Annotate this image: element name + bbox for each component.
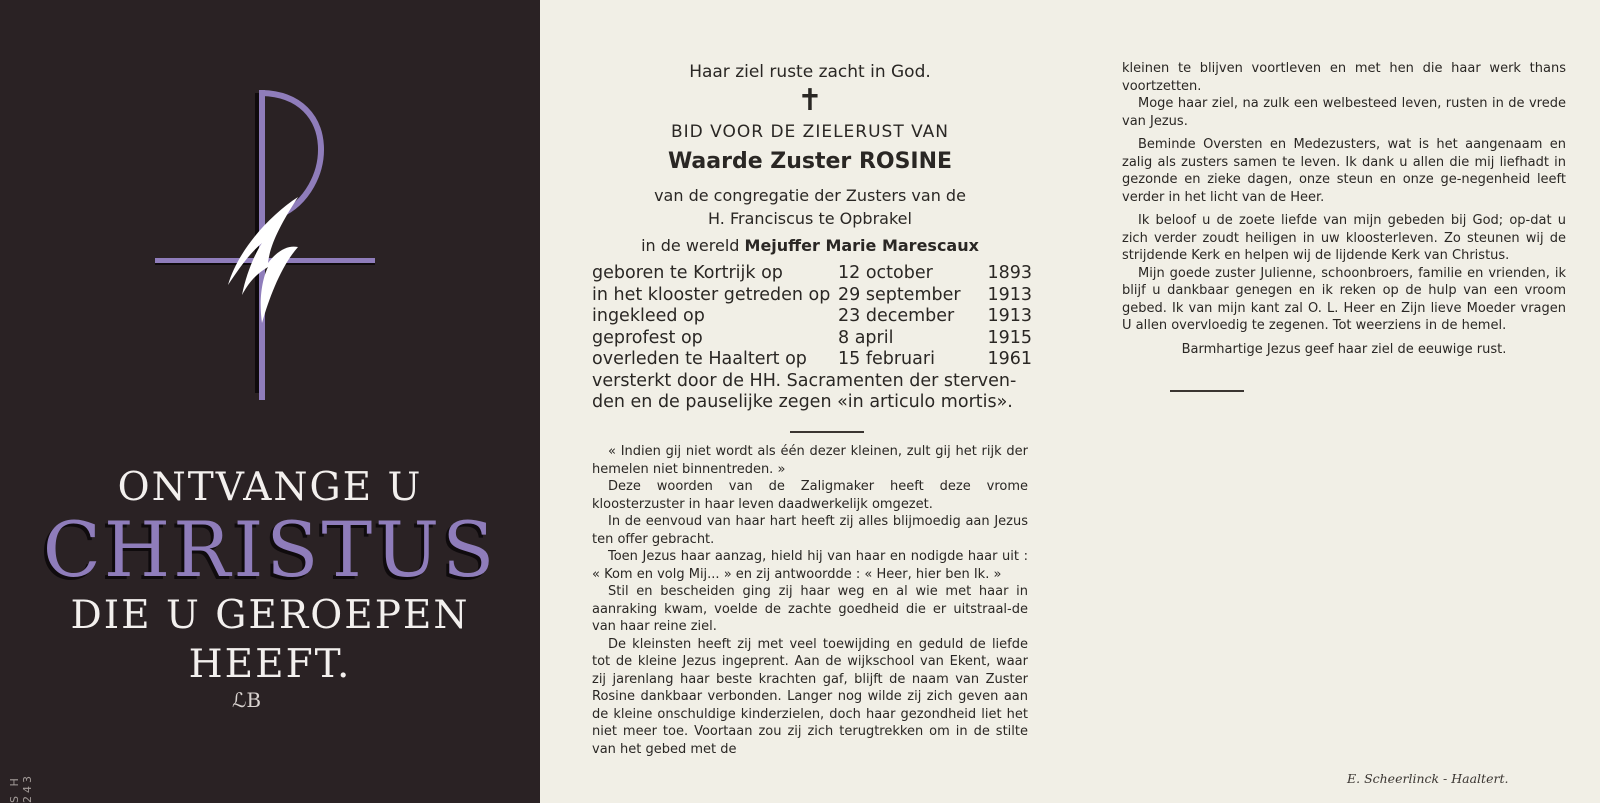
date-label: in het klooster getreden op [592,284,831,305]
congregation-line-1: van de congregatie der Zusters van de [654,186,966,205]
farewell-paragraph: Ik beloof u de zoete liefde van mijn gebeden bij God; op-dat u zich verder zoudt heiligen in uw kloosterleven. Zo steunen wij de strijdende Kerk en helpen wij de lijdende Kerk van Christus. [1122,213,1566,263]
date-row [592,349,1032,371]
cover-code: S H 243 [8,773,34,803]
worldly-name-prefix: in de wereld [641,236,740,255]
date-day: 23 december [838,306,955,326]
date-row [592,306,1032,328]
memorial-middle-panel [540,0,1080,803]
chi-rho-cross-icon [150,85,390,415]
date-year: 1913 [987,306,1032,326]
cover-line-2: CHRISTUS [42,505,498,594]
farewell-paragraph: Mijn goede zuster Julienne, schoonbroers, familie en vrienden, ik blijf u dankbaar genegen en ik reken op de hulp van een vroom gebed. Ik van mijn kant zal O. L. Heer en Zijn lieve Moeder vragen U allen overvloedig te zegenen. Tot weerziens in de hemel. [1122,265,1566,333]
date-day: 12 october [838,263,933,283]
date-label: geprofest op [592,327,703,348]
sacraments-line-2: den en de pauselijke zegen «in articulo mortis». [592,392,1013,412]
date-day: 8 april [838,327,894,348]
date-year: 1893 [987,263,1032,283]
date-day: 15 februari [838,349,935,369]
date-row [592,285,1032,307]
date-row [592,328,1032,350]
motto: Haar ziel ruste zacht in God. [689,62,931,82]
eulogy-paragraph: Stil en bescheiden ging zij haar weg en al wie met haar in aanraking kwam, voelde de zachte goedheid die er uitstraal-de van haar reine ziel. [592,584,1028,634]
printer-credit: E. Scheerlinck - Haaltert. [1347,771,1509,786]
prayer-heading: BID VOOR DE ZIELERUST VAN [670,122,950,142]
date-day: 29 september [838,284,961,305]
eulogy-text [592,443,1028,758]
cover-line-3: DIE U GEROEPEN [70,593,470,638]
date-label: overleden te Haaltert op [592,349,807,369]
memorial-right-panel [1080,0,1600,803]
farewell-paragraph: Beminde Oversten en Medezusters, wat is het aangenaam en zalig als zusters samen te leven. Ik dank u allen die mij liefhadt in gezonde en zieke dagen, onze steun en onze ge-negenheid leeft verder in het licht van de Heer. [1122,137,1566,205]
closing-prayer: Barmhartige Jezus geef haar ziel de eeuwige rust. [1181,341,1507,357]
farewell-paragraph: kleinen te blijven voortleven en met hen die haar werk thans voortzetten. [1122,61,1566,94]
eulogy-paragraph: Deze woorden van de Zaligmaker heeft deze vrome kloosterzuster in haar leven daadwerkelijk omgezet. [592,479,1028,512]
worldly-name: Mejuffer Marie Marescaux [744,236,979,255]
divider [1170,390,1244,392]
date-year: 1913 [987,284,1032,305]
cover-line-4: HEEFT. [188,642,352,687]
eulogy-paragraph: In de eenvoud van haar hart heeft zij alles blijmoedig aan Jezus ten offer gebracht. [592,514,1028,547]
worldly-name-line [540,236,1080,255]
farewell-paragraph: Moge haar ziel, na zulk een welbesteed leven, rusten in de vrede van Jezus. [1122,96,1566,129]
congregation-line-2: H. Franciscus te Opbrakel [708,209,912,228]
date-year: 1915 [987,327,1032,348]
date-label: geboren te Kortrijk op [592,263,783,283]
publisher-mark: ℒB [232,688,262,712]
date-row [592,263,1032,285]
farewell-text [1122,60,1566,358]
eulogy-paragraph: De kleinsten heeft zij met veel toewijding en geduld de liefde tot de kleine Jezus ingeprent. Aan de wijkschool van Ekent, waar zij jarenlang haar beste krachten gaf, blijft de naam van Zuster Rosine dankbaar verbonden. Langer nog wilde zij zich geven aan de kleine onschuldige kinderzielen, doch haar gezondheid liet het niet meer toe. Voortaan zou zij zich terugtrekken om in de stilte van het gebed met de [592,636,1028,757]
eulogy-paragraph: Toen Jezus haar aanzag, hield hij van haar en nodigde haar uit : « Kom en volg Mij... » en zij antwoordde : « Heer, hier ben Ik. » [592,549,1028,582]
life-dates [592,263,1032,414]
deceased-name: Waarde Zuster ROSINE [667,149,953,174]
divider [790,431,864,433]
cross-icon: ✝ [797,83,823,118]
sacraments-line-1: versterkt door de HH. Sacramenten der sterven- [592,370,1017,391]
date-label: ingekleed op [592,306,705,326]
date-year: 1961 [987,349,1032,369]
eulogy-paragraph: « Indien gij niet wordt als één dezer kleinen, zult gij het rijk der hemelen niet binnentreden. » [592,444,1028,477]
cover-line-1: ONTVANGE U [117,465,423,510]
memorial-card-cover [0,0,540,803]
